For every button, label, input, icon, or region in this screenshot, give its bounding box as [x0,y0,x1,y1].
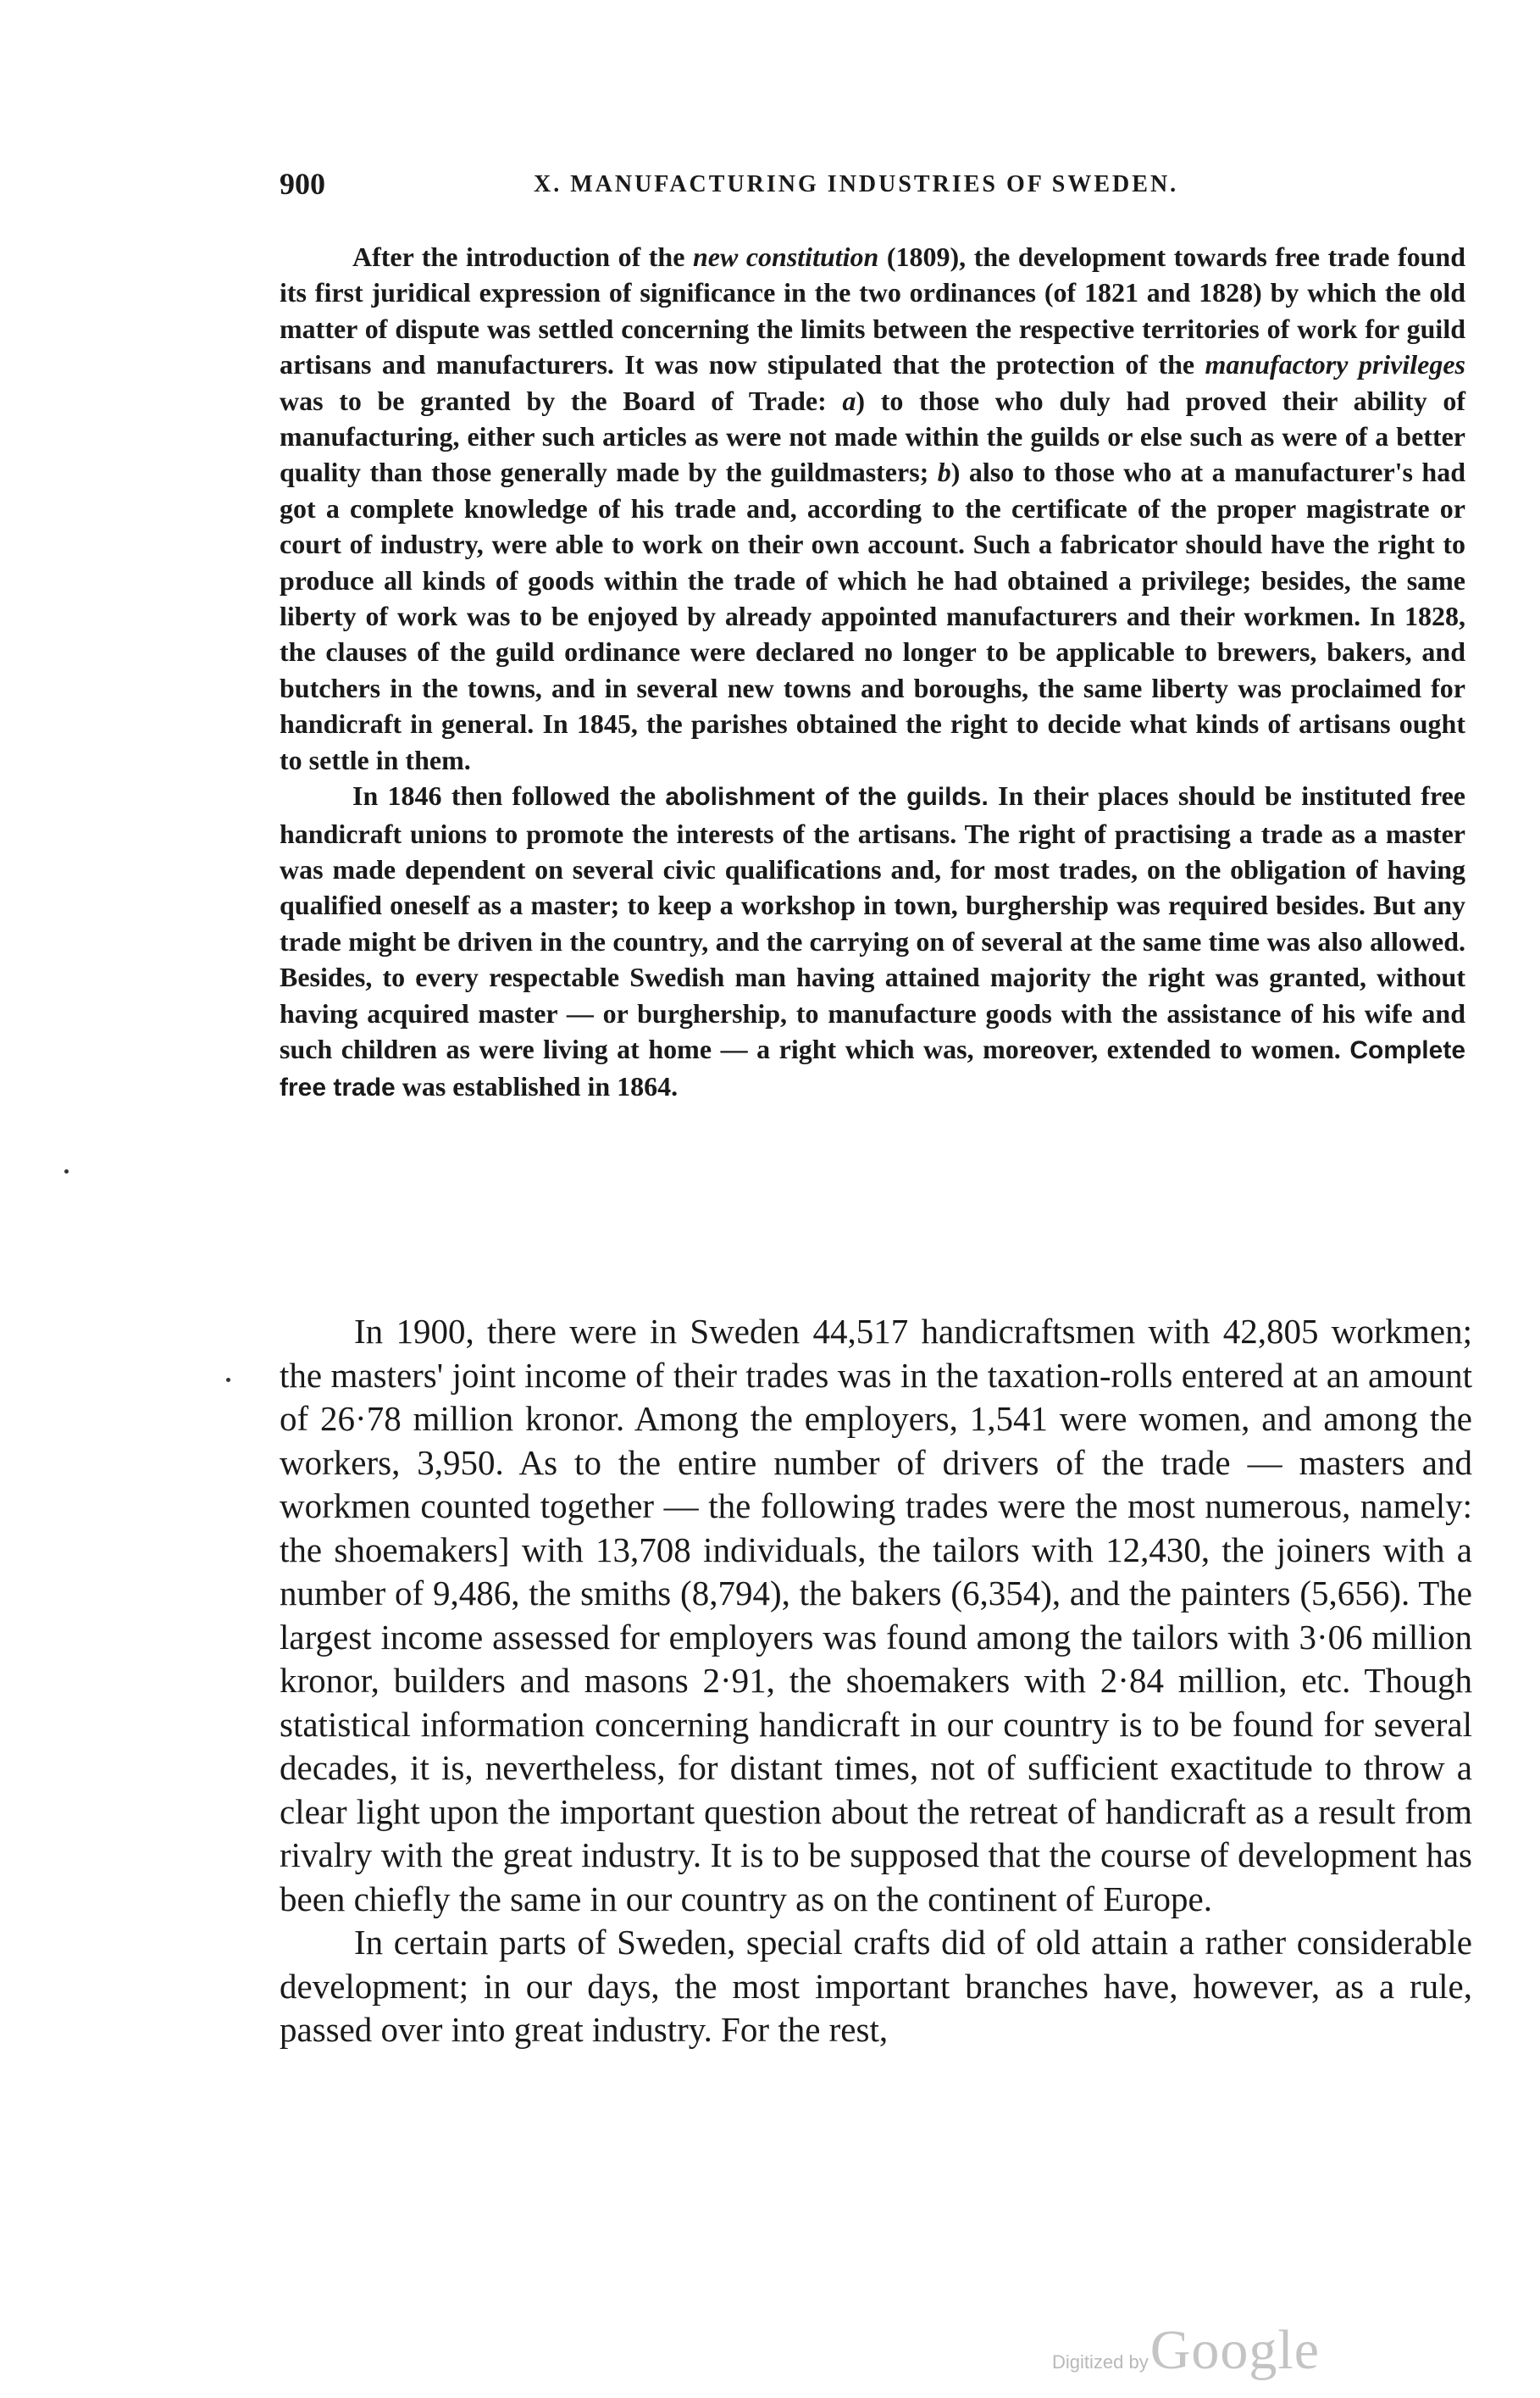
digitized-by-google-watermark [1052,2318,1320,2383]
historical-section [280,239,1465,1107]
paragraph-constitution: After the introduction of the new constitution (1809), the development towards free trade found its first juridical expression of significance in the two ordinances (of 1821 and 1828) by which the old matter of dispute was settled concerning the limits between the respective territories of work for guild artisans and manufacturers. It was now stipulated that the protection of the manufactory privileges was to be granted by the Board of Trade: a) to those who duly had proved their ability of manufacturing, either such articles as were not made within the guilds or else such as were of a better quality than those generally made by the guildmasters; b) also to those who at a manufacturer's had got a complete knowledge of his trade and, according to the certificate of the proper magistrate or court of industry, were able to work on their own account. Such a fabricator should have the right to produce all kinds of goods within the trade of which he had obtained a privilege; besides, the same liberty of work was to be enjoyed by already appointed manufacturers and their workmen. In 1828, the clauses of the guild ordinance were declared no longer to be applicable to brewers, bakers, and butchers in the towns, and in several new towns and boroughs, the same liberty was proclaimed for handicraft in general. In 1845, the parishes obtained the right to decide what kinds of artisans ought to settle in them. [280,241,1466,775]
scan-speck [226,1378,230,1382]
google-logo: Google [1149,2319,1321,2381]
running-title: X. MANUFACTURING INDUSTRIES OF SWEDEN. [534,171,1179,197]
digitized-label: Digitized by [1052,2351,1149,2373]
scan-speck [64,1169,69,1174]
paragraph-statistics-1900: In 1900, there were in Sweden 44,517 handicraftsmen with 42,805 workmen; the masters' joint income of their trades was in the taxation-rolls entered at an amount of 26·78 million kronor. Among the employers, 1,541 were women, and among the workers, 3,950. As to the entire number of drivers of the trade — masters and workmen counted together — the following trades were the most numerous, namely: the shoemakers] with 13,708 individuals, the tailors with 12,430, the joiners with a number of 9,486, the smiths (8,794), the bakers (6,354), and the painters (5,656). The largest income assessed for employers was found among the tailors with 3·06 million kronor, builders and masons 2·91, the shoemakers with 2·84 million, etc. Though statistical information concerning handicraft in our country is to be found for several decades, it is, nevertheless, for distant times, not of sufficient exactitude to throw a clear light upon the important question about the retreat of handicraft as a result from rivalry with the great industry. It is to be supposed that the course of development has been chiefly the same in our country as on the continent of Europe. [280,1312,1472,1918]
paragraph-special-crafts: In certain parts of Sweden, special crafts did of old attain a rather considerable development; in our days, the most important branches have, however, as a rule, passed over into great industry. For the rest, [280,1923,1472,2049]
paragraph-abolishment: In 1846 then followed the abolishment of the guilds. In their places should be instituted free handicraft unions to promote the interests of the artisans. The right of practising a trade as a master was made dependent on several civic qualifications and, for most trades, on the obligation of having qualified oneself as a master; to keep a workshop in town, burghership was required besides. But any trade might be driven in the country, and the carrying on of several at the same time was also allowed. Besides, to every respectable Swedish man having attained majority the right was granted, without having acquired master — or burghership, to manufacture goods with the assistance of his wife and such children as were living at home — a right which was, moreover, extended to women. Complete free trade was established in 1864. [280,780,1465,1102]
page-number: 900 [280,167,325,201]
page-header [280,166,1465,217]
statistics-section [280,1310,1472,2052]
